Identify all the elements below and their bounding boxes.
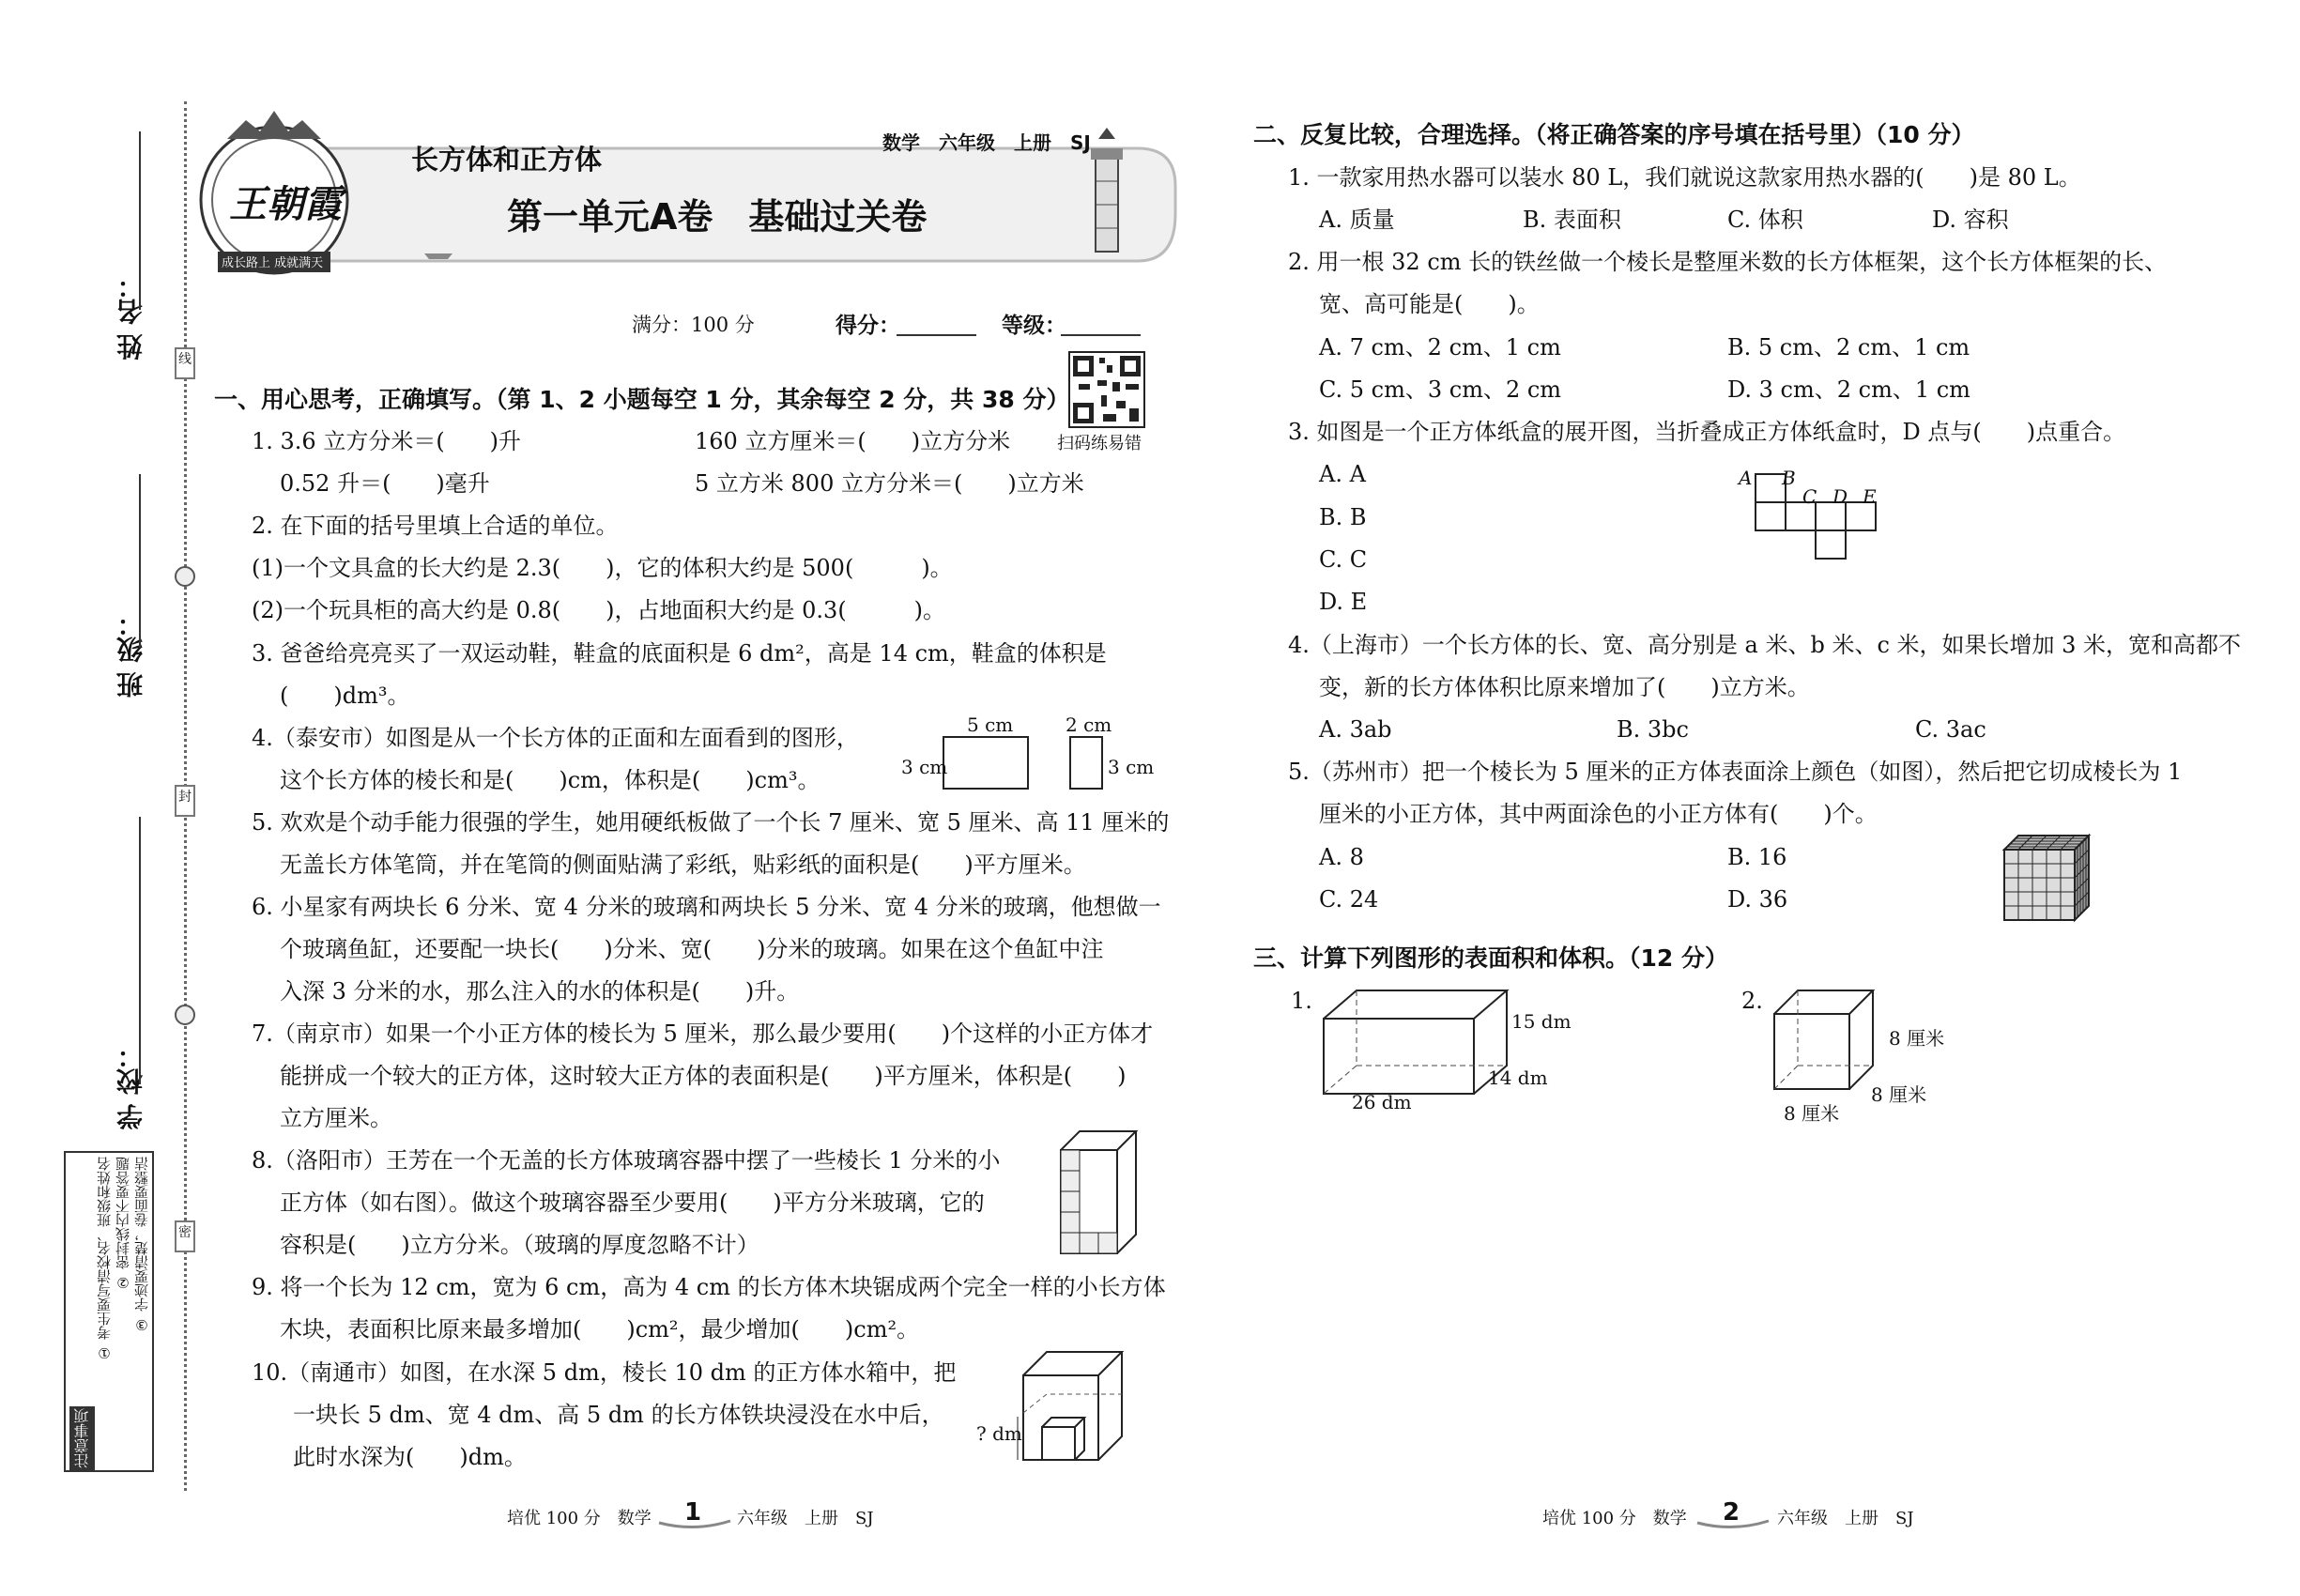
q1-line-d: 5 立方米 800 立方分米＝( )立方米: [695, 470, 1084, 497]
s2-q2-opt-a: A. 7 cm、2 cm、1 cm: [1319, 334, 1561, 361]
q8-container-figure: [1056, 1122, 1178, 1263]
q4-line-a: 4.（泰安市）如图是从一个长方体的正面和左面看到的图形，: [252, 725, 859, 751]
seal-char-1: 线: [178, 352, 192, 367]
q8-line-c: 容积是( )立方分米。（玻璃的厚度忽略不计）: [280, 1232, 759, 1258]
school-underline: [139, 817, 141, 1084]
footer-left-brand: 培优 100 分 数学: [507, 1509, 652, 1528]
q7-line-b: 能拼成一个较大的正方体，这时较大正方体的表面积是( )平方厘米，体积是( ): [280, 1063, 1127, 1089]
notes-box: [64, 1151, 154, 1472]
q4-front-width: 5 cm: [967, 714, 1014, 736]
q4-side-width: 2 cm: [1066, 714, 1112, 736]
footer-left-swoosh: [657, 1519, 732, 1532]
s2-q2-opt-c: C. 5 cm、3 cm、2 cm: [1319, 376, 1562, 403]
s3-fig1-width: 14 dm: [1488, 1067, 1548, 1089]
q8-line-a: 8.（洛阳市）王芳在一个无盖的长方体玻璃容器中摆了一些棱长 1 分米的小: [252, 1147, 1001, 1174]
s2-q5-opt-d: D. 36: [1727, 886, 1788, 913]
s2-q3-stem: 3. 如图是一个正方体纸盒的展开图，当折叠成正方体纸盒时，D 点与( )点重合。: [1288, 419, 2126, 445]
q4-front-height: 3 cm: [901, 756, 948, 778]
s2-q1-stem: 1. 一款家用热水器可以装水 80 L，我们就说这款家用热水器的( )是 80 L。: [1288, 164, 2081, 191]
s2-q3-opt-b: B. B: [1319, 504, 1367, 530]
q4-line-b: 这个长方体的棱长和是( )cm，体积是( )cm³。: [280, 767, 820, 793]
s2-q5-stem-a: 5.（苏州市）把一个棱长为 5 厘米的正方体表面涂上颜色（如图），然后把它切成棱长为 1: [1288, 759, 2183, 785]
logo-subtext: 成长路上 成就满天: [222, 256, 324, 270]
s2-q5-stem-b: 厘米的小正方体，其中两面涂色的小正方体有( )个。: [1319, 801, 1878, 827]
s2-q2-opt-b: B. 5 cm、2 cm、1 cm: [1727, 334, 1970, 361]
class-underline: [139, 474, 141, 648]
q2-part2: (2)一个玩具柜的高大约是 0.8( )，占地面积大约是 0.3( )。: [252, 597, 946, 623]
note-2: ② 密封线内不要答题: [115, 1157, 131, 1291]
seal-char-2: 封: [178, 790, 192, 805]
footer-right-brand: 培优 100 分 数学: [1542, 1509, 1687, 1528]
s3-cube-figure: [1770, 986, 1882, 1098]
section-2-title: 二、反复比较，合理选择。（将正确答案的序号填在括号里）（10 分）: [1253, 121, 1975, 148]
q1-line-c: 0.52 升＝( )毫升: [280, 470, 490, 497]
net-label-c: C: [1802, 485, 1817, 508]
notes-title: 注意事项: [69, 1406, 95, 1470]
s2-q1-opt-c: C. 体积: [1727, 207, 1803, 233]
q1-line-b: 160 立方厘米＝( )立方分米: [695, 428, 1011, 454]
s2-q5-opt-b: B. 16: [1727, 844, 1787, 870]
class-label: 班 级：: [115, 610, 146, 698]
seal-char-3: 密: [178, 1225, 192, 1240]
s2-q4-stem-a: 4.（上海市）一个长方体的长、宽、高分别是 a 米、b 米、c 米，如果长增加 3 米，宽和高都不: [1288, 632, 2242, 658]
grade-label: 等级：: [1002, 314, 1066, 338]
q10-line-c: 此时水深为( )dm。: [293, 1444, 527, 1470]
q7-line-a: 7.（南京市）如果一个小正方体的棱长为 5 厘米，那么最少要用( )个这样的小正方体才: [252, 1021, 1154, 1047]
section-1-title: 一、用心思考，正确填写。（第 1、2 小题每空 1 分，其余每空 2 分，共 38 分）: [214, 386, 1070, 413]
s2-q4-opt-b: B. 3bc: [1617, 716, 1689, 743]
q2-stem: 2. 在下面的括号里填上合适的单位。: [252, 513, 619, 539]
note-1: ① 考生要写清校名、班级和姓名: [96, 1157, 113, 1361]
name-label: 姓 名：: [115, 272, 146, 361]
s3-fig2-width: 8 厘米: [1871, 1083, 1927, 1106]
note-3: ③ 字迹要清楚，卷面要整洁: [133, 1157, 150, 1333]
school-label: 学 校：: [115, 1042, 146, 1130]
s3-cuboid-figure: [1319, 986, 1507, 1098]
s3-fig1-height: 15 dm: [1511, 1010, 1572, 1033]
logo-text: 王朝霞: [229, 183, 342, 226]
s3-fig1-length: 26 dm: [1352, 1091, 1412, 1113]
s2-q4-stem-b: 变，新的长方体体积比原来增加了( )立方米。: [1319, 674, 1810, 700]
score-blank[interactable]: [897, 334, 976, 336]
binding-hole-2: [175, 1005, 195, 1025]
q6-line-c: 入深 3 分米的水，那么注入的水的体积是( )升。: [280, 978, 800, 1005]
q9-line-a: 9. 将一个长为 12 cm，宽为 6 cm，高为 4 cm 的长方体木块锯成两个完全一样的小长方体: [252, 1274, 1166, 1300]
q5-line-a: 5. 欢欢是个动手能力很强的学生，她用硬纸板做了一个长 7 厘米、宽 5 厘米、高 11 厘米的: [252, 809, 1170, 836]
q3-line-a: 3. 爸爸给亮亮买了一双运动鞋，鞋盒的底面积是 6 dm²，高是 14 cm，鞋盒的体积是: [252, 640, 1107, 667]
s2-q3-opt-c: C. C: [1319, 546, 1368, 573]
binding-hole-1: [175, 566, 195, 587]
score-label: 得分：: [836, 314, 900, 338]
footer-right-page-number: 2: [1723, 1498, 1740, 1527]
q7-line-c: 立方厘米。: [280, 1105, 392, 1131]
q6-line-a: 6. 小星家有两块长 6 分米、宽 4 分米的玻璃和两块长 5 分米、宽 4 分米的玻璃，他想做一: [252, 894, 1161, 920]
net-label-d: D: [1832, 485, 1848, 508]
unit-subtitle: 长方体和正方体: [411, 144, 603, 176]
footer-right-tags: 六年级 上册 SJ: [1777, 1509, 1914, 1528]
grade-blank[interactable]: [1061, 334, 1141, 336]
s2-q1-opt-b: B. 表面积: [1523, 207, 1621, 233]
s3-fig1-number: 1.: [1291, 988, 1312, 1014]
qr-caption: 扫码练易错: [1057, 434, 1142, 453]
q4-side-height: 3 cm: [1108, 756, 1155, 778]
s2-q1-opt-a: A. 质量: [1319, 207, 1395, 233]
s2-q2-opt-d: D. 3 cm、2 cm、1 cm: [1727, 376, 1970, 403]
q1-line-a: 1. 3.6 立方分米＝( )升: [252, 428, 522, 454]
footer-left-page-number: 1: [684, 1498, 702, 1527]
q9-line-b: 木块，表面积比原来最多增加( )cm²，最少增加( )cm²。: [280, 1316, 920, 1343]
s3-fig2-length: 8 厘米: [1784, 1102, 1840, 1125]
net-label-a: A: [1739, 467, 1753, 489]
q10-line-b: 一块长 5 dm、宽 4 dm、高 5 dm 的长方体铁块浸没在水中后，: [293, 1402, 944, 1428]
s2-q4-opt-a: A. 3ab: [1319, 716, 1392, 743]
q10-tank-figure: [1014, 1338, 1127, 1479]
footer-left-tags: 六年级 上册 SJ: [737, 1509, 874, 1528]
s3-fig2-number: 2.: [1741, 988, 1763, 1014]
q3-line-b: ( )dm³。: [280, 683, 410, 709]
s2-q2-stem-a: 2. 用一根 32 cm 长的铁丝做一个棱长是整厘米数的长方体框架，这个长方体框架的长、: [1288, 249, 2168, 275]
s2-q3-opt-d: D. E: [1319, 589, 1368, 615]
footer-right-swoosh: [1695, 1519, 1771, 1532]
page-title: 第一单元A卷 基础过关卷: [507, 196, 928, 238]
name-underline: [139, 131, 141, 310]
s2-q3-opt-a: A. A: [1319, 461, 1366, 487]
painted-cube-figure: [2000, 831, 2103, 934]
s3-fig2-height: 8 厘米: [1889, 1027, 1945, 1050]
s2-q4-opt-c: C. 3ac: [1915, 716, 1986, 743]
s2-q1-opt-d: D. 容积: [1932, 207, 2009, 233]
s2-q5-opt-c: C. 24: [1319, 886, 1379, 913]
q5-line-b: 无盖长方体笔筒，并在笔筒的侧面贴满了彩纸，贴彩纸的面积是( )平方厘米。: [280, 852, 1086, 878]
s2-q5-opt-a: A. 8: [1319, 844, 1364, 870]
full-score: 满分：100 分: [632, 314, 755, 336]
section-3-title: 三、计算下列图形的表面积和体积。（12 分）: [1253, 944, 1728, 972]
net-label-e: E: [1863, 485, 1877, 508]
q10-depth-label: ? dm: [976, 1422, 1022, 1445]
q2-part1: (1)一个文具盒的长大约是 2.3( )，它的体积大约是 500( )。: [252, 555, 953, 581]
s2-q2-stem-b: 宽、高可能是( )。: [1319, 291, 1540, 317]
qr-code-icon[interactable]: [1069, 352, 1144, 427]
q10-line-a: 10.（南通市）如图，在水深 5 dm，棱长 10 dm 的正方体水箱中，把: [252, 1359, 957, 1386]
net-label-b: B: [1782, 467, 1796, 489]
q8-line-b: 正方体（如右图）。做这个玻璃容器至少要用( )平方分米玻璃，它的: [280, 1189, 985, 1216]
q6-line-b: 个玻璃鱼缸，还要配一块长( )分米、宽( )分米的玻璃。如果在这个鱼缸中注: [280, 936, 1104, 962]
subject-tags: 数学 六年级 上册 SJ: [882, 131, 1091, 154]
